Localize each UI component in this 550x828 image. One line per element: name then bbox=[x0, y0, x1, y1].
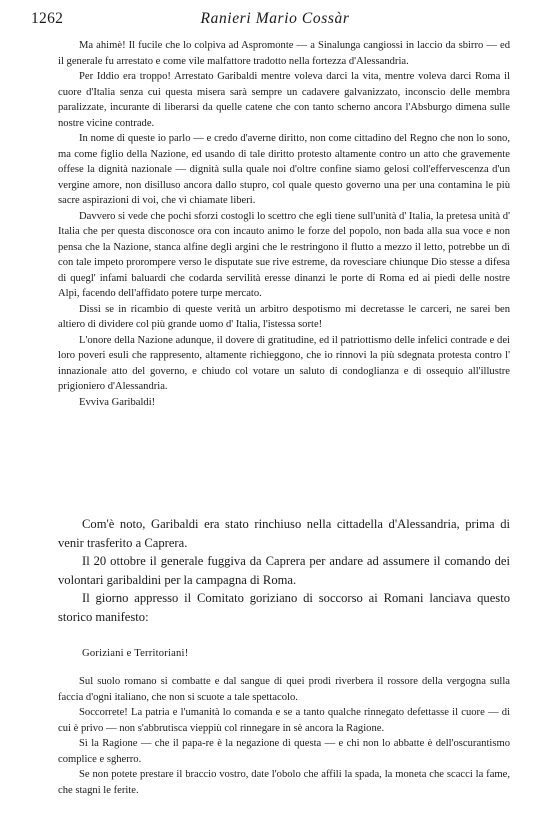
running-head: Ranieri Mario Cossàr bbox=[200, 10, 350, 27]
page-header bbox=[0, 10, 550, 30]
paragraph: Sì la Ragione — che il papa-re è la negazione di questa — e chi non lo abbatte è dell'oscurantismo complice e sgherro. bbox=[58, 738, 510, 765]
paragraph: Ma ahimè! Il fucile che lo colpiva ad Aspromonte — a Sinalunga cangiossi in laccio da sbirro — ed il generale fu arrestato e come vile malfattore tradotto nella fortezza d'Alessandria. bbox=[58, 40, 510, 67]
paragraph: In nome di queste io parlo — e credo d'averne diritto, non come cittadino del Regno che non lo sono, ma come figlio della Nazione, ed usando di tale diritto protesto altamente contro un atto che gravemente offese la dignità nazionale — dignità sulla quale noi d'oltre confine siamo gelosi coll'effervescenza d'un vergine amore, non disilluso ancora dallo stupro, col quale questo governo una per una contamina le più sacre aspirazioni di voi, che vi chiamate liberi. bbox=[58, 133, 510, 206]
speech-text bbox=[58, 38, 510, 410]
paragraph: Se non potete prestare il braccio vostro, date l'obolo che affili la spada, la moneta che scacci la fame, che stagni le ferite. bbox=[58, 769, 510, 796]
paragraph: Il giorno appresso il Comitato goriziano di soccorso ai Romani lanciava questo storico manifesto: bbox=[58, 591, 510, 624]
narrative-text bbox=[58, 515, 510, 627]
paragraph: Com'è noto, Garibaldi era stato rinchiuso nella cittadella d'Alessandria, prima di venir trasferito a Caprera. bbox=[58, 517, 510, 550]
manifesto-text bbox=[58, 674, 510, 798]
page-number: 1262 bbox=[31, 10, 64, 27]
paragraph: Per Iddio era troppo! Arrestato Garibaldi mentre voleva darci la vita, mentre voleva darci Roma il cuore d'Italia senza cui questa misera sarà sempre un cadavere galvanizzato, inconscio delle membra paralizzate, incurante di liberarsi da quelle catene che con tanto scherno ancora l'Absburgo dimena sulle nostre vicine contrade. bbox=[58, 71, 510, 129]
paragraph: Il 20 ottobre il generale fuggiva da Caprera per andare ad assumere il comando dei volontari garibaldini per la campagna di Roma. bbox=[58, 554, 510, 587]
paragraph: Dissi se in ricambio di queste verità un arbitro despotismo mi decretasse le carceri, ne sarei ben altiero di dividere col più grande uomo d' Italia, l'istessa sorte! bbox=[58, 303, 510, 330]
paragraph: L'onore della Nazione adunque, il dovere di gratitudine, ed il patriottismo delle infelici contrade e dei loro poveri esuli che rappresento, altamente richieggono, che io rinnovi la più sdegnata protesta contro l' innazionale atto del governo, e chiudo col votare un saluto di condoglianza e di ossequio all'illustre prigioniero d'Alessandria. bbox=[58, 334, 510, 392]
closing-line: Evviva Garibaldi! bbox=[79, 396, 156, 408]
paragraph: Davvero si vede che pochi sforzi costogli lo scettro che egli tiene sull'unità d' Italia, la pretesa unità d' Italia che per questa disconosce ora con incauto animo le forze del popolo, non bada alla sua voce e non pensa che la Nazione, stanca alfine degli argini che le restringono il flutto a mezzo il letto, potrebbe un dì con tale impeto prorompere verso le disputate sue rive estreme, da rovesciare chiunque Dio stesse a difesa di quegl' infami baluardi che codarda servilità eresse dinanzi le porte di Roma ed ai piedi delle nostre Alpi, facendo dell'affidato potere turpe mercato. bbox=[58, 210, 510, 299]
manifesto-title: Goriziani e Territoriani! bbox=[82, 648, 189, 659]
paragraph: Sul suolo romano si combatte e dal sangue di quei prodi riverbera il rossore della vergogna sulla faccia d'ogni italiano, che non si scuote a tale spettacolo. bbox=[58, 676, 510, 703]
paragraph: Soccorrete! La patria e l'umanità lo comanda e se a tanto qualche rinnegato defettasse il cuore — di cui è privo — non s'abbrutisca vieppiù col rinnegare in sè ancora la Ragione. bbox=[58, 707, 510, 734]
